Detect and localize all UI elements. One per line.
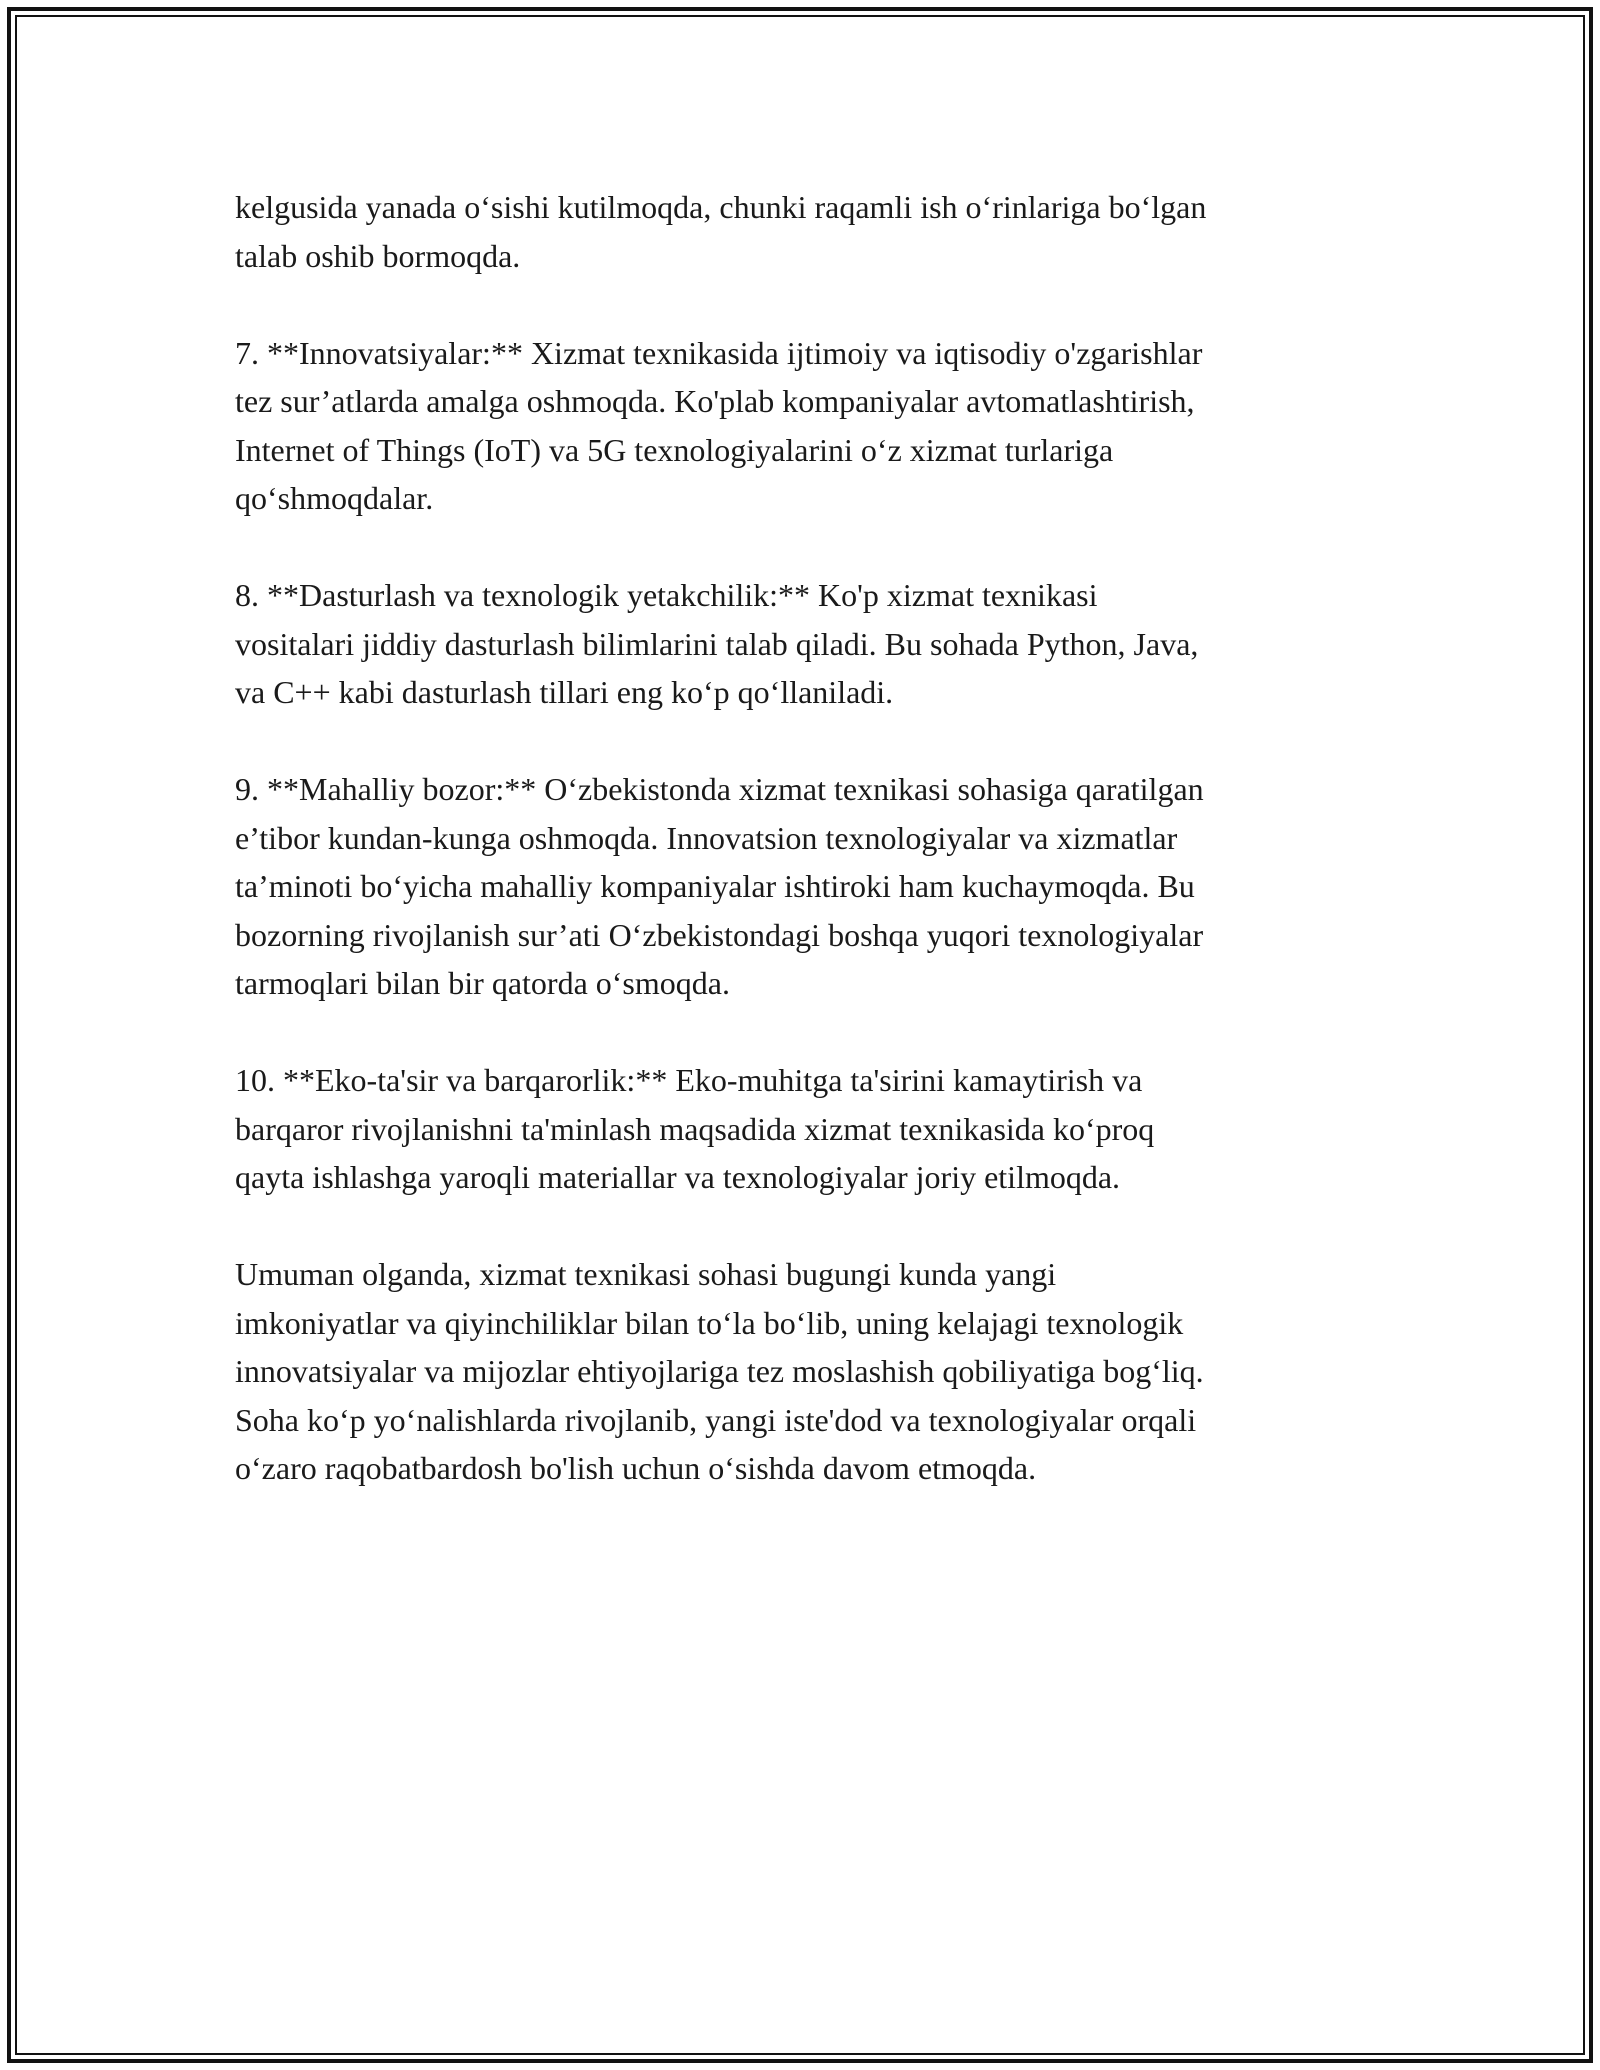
text-line: innovatsiyalar va mijozlar ehtiyojlariga tez moslashish qobiliyatiga bog‘liq. (235, 1353, 1204, 1389)
text-line: kelgusida yanada o‘sishi kutilmoqda, chunki raqamli ish o‘rinlariga bo‘lgan (235, 189, 1207, 225)
paragraph-item-7 (235, 329, 1365, 523)
text-line: talab oshib bormoqda. (235, 237, 521, 274)
text-line: Internet of Things (IoT) va 5G texnologiyalarini o‘z xizmat turlariga (235, 431, 1114, 468)
text-line: bozorning rivojlanish sur’ati O‘zbekistondagi boshqa yuqori texnologiyalar (235, 916, 1204, 953)
text-line: tez sur’atlarda amalga oshmoqda. Ko'plab kompaniyalar avtomatlashtirish, (235, 383, 1195, 419)
paragraph-item-8 (235, 571, 1365, 717)
text-line: 10. **Eko-ta'sir va barqarorlik:** Eko-muhitga ta'sirini kamaytirish va (235, 1062, 1143, 1098)
text-line: qayta ishlashga yaroqli materiallar va texnologiyalar joriy etilmoqda. (235, 1159, 1121, 1195)
text-line: va C++ kabi dasturlash tillari eng ko‘p qo‘llaniladi. (235, 674, 894, 710)
paragraph-conclusion (235, 1250, 1365, 1493)
text-line: tarmoqlari bilan bir qatorda o‘smoqda. (235, 965, 730, 1001)
text-line: Umuman olganda, xizmat texnikasi sohasi bugungi kunda yangi (235, 1256, 1057, 1292)
text-line: Soha ko‘p yo‘nalishlarda rivojlanib, yangi iste'dod va texnologiyalar orqali (235, 1401, 1197, 1438)
document-body (235, 183, 1365, 1541)
text-line: 8. **Dasturlash va texnologik yetakchilik:** Ko'p xizmat texnikasi (235, 577, 1098, 613)
paragraph-item-9 (235, 765, 1365, 1008)
text-line: vositalari jiddiy dasturlash bilimlarini talab qiladi. Bu sohada Python, Java, (235, 625, 1199, 662)
text-line: qo‘shmoqdalar. (235, 480, 434, 516)
text-line: o‘zaro raqobatbardosh bo'lish uchun o‘sishda davom etmoqda. (235, 1450, 1037, 1486)
text-line: e’tibor kundan-kunga oshmoqda. Innovatsion texnologiyalar va xizmatlar (235, 819, 1178, 856)
paragraph-continuation (235, 183, 1365, 280)
text-line: 7. **Innovatsiyalar:** Xizmat texnikasida ijtimoiy va iqtisodiy o'zgarishlar (235, 334, 1203, 371)
text-line: imkoniyatlar va qiyinchiliklar bilan to‘la bo‘lib, uning kelajagi texnologik (235, 1304, 1184, 1341)
text-line: barqaror rivojlanishni ta'minlash maqsadida xizmat texnikasida ko‘proq (235, 1110, 1155, 1147)
paragraph-item-10 (235, 1056, 1365, 1202)
text-line: 9. **Mahalliy bozor:** O‘zbekistonda xizmat texnikasi sohasiga qaratilgan (235, 771, 1204, 807)
text-line: ta’minoti bo‘yicha mahalliy kompaniyalar ishtiroki ham kuchaymoqda. Bu (235, 868, 1195, 904)
